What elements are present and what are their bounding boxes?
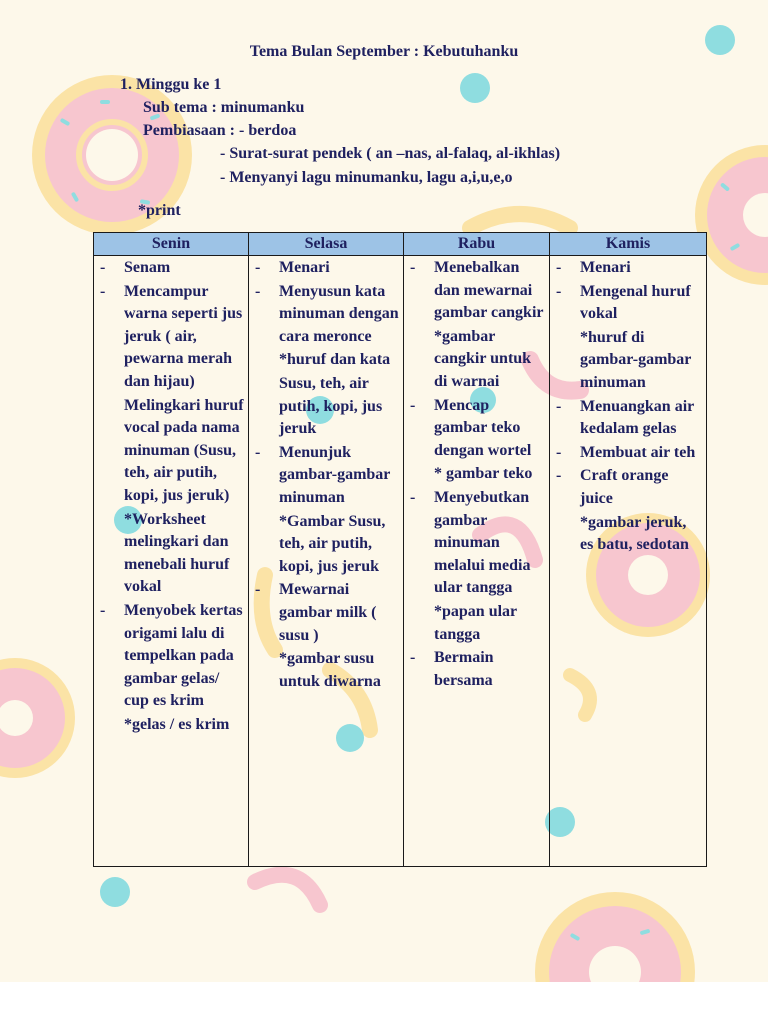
habit-item: - Menyanyi lagu minumanku, lagu a,i,u,e,o [220,169,513,186]
activity-item: *huruf dan kata [279,351,391,369]
header-senin: Senin [94,233,249,256]
habit-line: Pembiasaan : - berdoa [143,122,297,139]
activity-item: - Menebalkan dan mewarnai gambar cangkir [408,257,545,325]
activity-item: *gambar jeruk, es batu, sedotan [580,513,689,554]
subtheme-line: Sub tema : minumanku [143,99,305,116]
week-heading: 1. Minggu ke 1 [120,76,222,93]
activity-item: - Senam [98,257,244,280]
print-note: *print [138,202,181,219]
activity-item: Melingkari huruf vocal pada nama minuman (Susu, teh, air putih, kopi, jus jeruk) [124,396,244,504]
table-header-row [94,233,707,256]
activity-item: *huruf di gambar-gambar minuman [580,328,692,391]
cell-senin [94,256,249,867]
activity-item: - Mencampur warna seperti jus jeruk ( air, pewarna merah dan hijau) [98,281,244,394]
activity-item: *papan ular tangga [434,602,517,643]
activity-item: - Mencap gambar teko dengan wortel [408,395,545,463]
activity-item: - Craft orange juice [554,465,702,510]
cell-kamis [550,256,707,867]
activity-item: *gelas / es krim [124,715,230,733]
activity-item: - Mengenal huruf vokal [554,281,702,326]
document-title: Tema Bulan September : Kebutuhanku [249,43,519,60]
table-row [94,256,707,867]
header-kamis: Kamis [550,233,707,256]
activity-item: *Gambar Susu, teh, air putih, kopi, jus jeruk [279,512,386,575]
activity-item: *Worksheet melingkari dan menebali huruf vokal [124,510,230,596]
activity-item: * gambar teko [434,465,533,483]
activity-item: - Bermain bersama [408,647,545,692]
activity-item: *gambar susu untuk diwarna [279,650,381,690]
activity-item: *gambar cangkir untuk di warnai [434,327,532,390]
habit-item: - Surat-surat pendek ( an –nas, al-falaq, al-ikhlas) [220,145,561,162]
header-rabu: Rabu [404,233,550,256]
activity-item: - Membuat air teh [554,442,702,465]
activity-item: - Menari [253,257,399,280]
activity-item: - Menyebutkan gambar minuman melalui media ular tangga [408,487,545,600]
activity-item: Susu, teh, air putih, kopi, jus jeruk [279,374,383,438]
header-selasa: Selasa [249,233,404,256]
activity-item: - Menunjuk gambar-gambar minuman [253,442,399,510]
activity-item: - Menari [554,257,702,280]
activity-item: - Menyobek kertas origami lalu di tempelkan pada gambar gelas/ cup es krim [98,600,244,713]
cell-selasa [249,256,404,867]
activity-item: - Menyusun kata minuman dengan cara meronce [253,281,399,349]
activity-item: - Mewarnai gambar milk ( susu ) [253,579,399,647]
cell-rabu [404,256,550,867]
weekly-schedule-table [93,232,707,867]
activity-item: - Menuangkan air kedalam gelas [554,396,702,441]
